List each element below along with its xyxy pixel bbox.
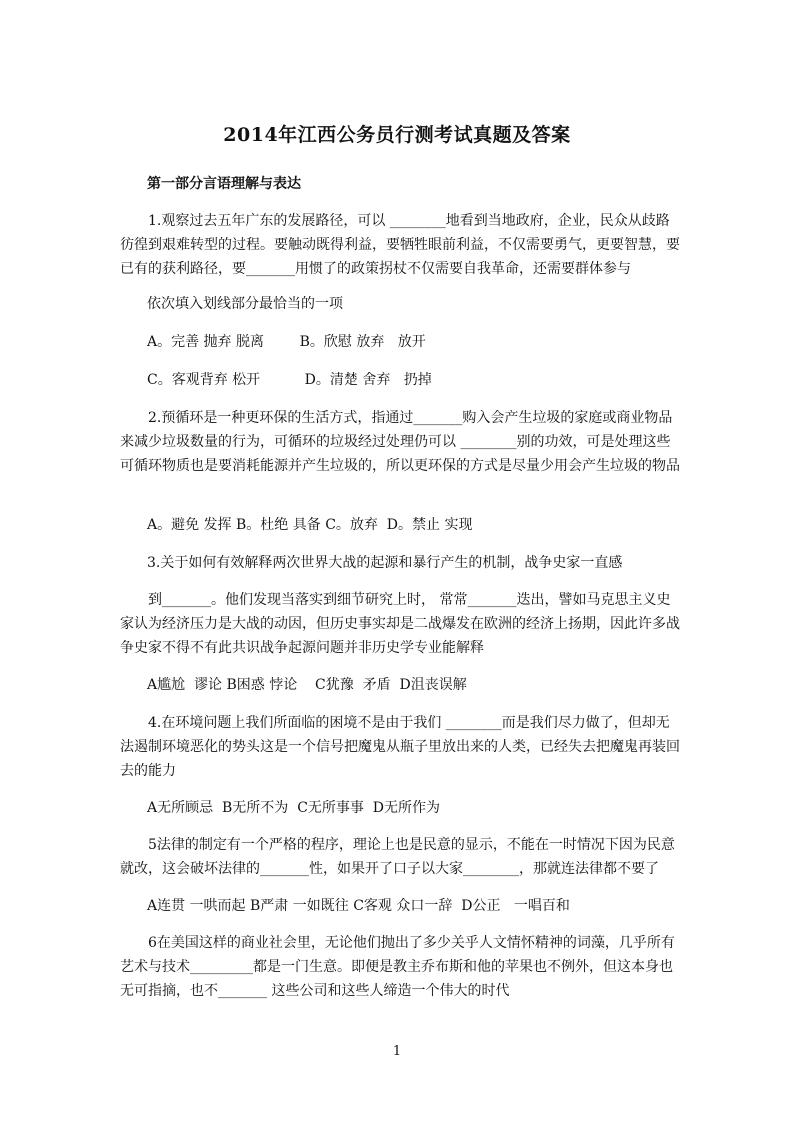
question-3-text: 3.关于如何有效解释两次世界大战的起源和暴行产生的机制，战争史家一直感 xyxy=(147,555,623,571)
question-5-options: A连贯 一哄而起 B严肃 一如既往 C客观 众口一辞 D公正 一唱百和 xyxy=(147,898,570,914)
question-3-options: A尴尬 谬论 B困惑 悖论 C犹豫 矛盾 D沮丧误解 xyxy=(147,677,467,693)
document-title: 2014年江西公务员行测考试真题及答案 xyxy=(223,124,571,146)
question-1-options-cd: C。客观背弃 松开 D。清楚 舍弃 扔掉 xyxy=(147,372,432,388)
section-heading: 第一部分言语理解与表达 xyxy=(147,176,301,192)
question-1-text: 1.观察过去五年广东的发展路径，可以 ________地看到当地政府，企业，民众从歧路彷徨到艰难转型的过程。要触动既得利益，要牺牲眼前利益，不仅需要勇气，更要智慧，要已有的获利路径，要_______用惯了的政策拐杖不仅需要自我革命，还需要群体参与 xyxy=(120,213,680,277)
question-5-text: 5法律的制定有一个严格的程序，理论上也是民意的显示，不能在一时情况下因为民意就改，这会破坏法律的_______性，如果开了口子以大家________，那就连法律都不要了 xyxy=(120,837,675,877)
question-3-text-continued: 到_______。他们发现当落实到细节研究上时， 常常_______迭出，譬如马克思主义史家认为经济压力是大战的动因，但历史事实却是二战爆发在欧洲的经济上扬期，因此许多战争史家不得不有此共识战争起源问题并非历史学专业能解释 xyxy=(120,592,680,656)
question-1-options-ab: A。完善 抛弃 脱离 B。欣慰 放弃 放开 xyxy=(147,334,426,350)
question-2-options: A。避免 发挥 B。杜绝 具备 C。放弃 D。禁止 实现 xyxy=(147,517,473,533)
question-4-options: A无所顾忌 B无所不为 C无所事事 D无所作为 xyxy=(147,800,441,816)
question-1-prompt: 依次填入划线部分最恰当的一项 xyxy=(147,296,343,312)
question-2-text: 2.预循环是一种更环保的生活方式，指通过_______购入会产生垃圾的家庭或商业物品来减少垃圾数量的行为，可循环的垃圾经过处理仍可以 ________别的功效，可是处理这些可循环物质也是要消耗能源并产生垃圾的，所以更环保的方式是尽量少用会产生垃圾的物品 xyxy=(120,410,680,474)
question-4-text: 4.在环境问题上我们所面临的困境不是由于我们 ________而是我们尽力做了，但却无法遏制环境恶化的势头这是一个信号把魔鬼从瓶子里放出来的人类，已经失去把魔鬼再装回去的能力 xyxy=(120,715,680,779)
question-6-text: 6在美国这样的商业社会里，无论他们抛出了多少关乎人文情怀精神的词藻，几乎所有艺术与技术_________都是一门生意。即便是教主乔布斯和他的苹果也不例外，但这本身也无可指摘，也不_______ 这些公司和这些人缔造一个伟大的时代 xyxy=(120,935,675,999)
page-number: 1 xyxy=(392,1044,402,1059)
